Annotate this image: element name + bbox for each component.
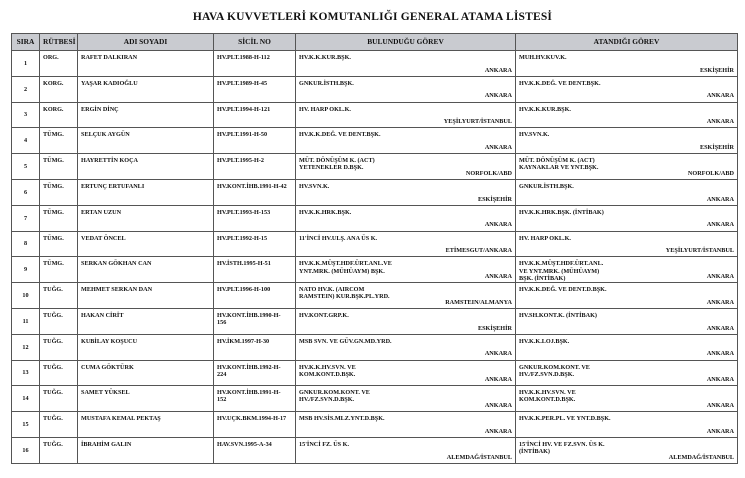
cell-sira: 16	[12, 437, 40, 463]
current-unit: HV.K.K.DEĞ. VE DENT.BŞK.	[299, 131, 381, 139]
cell-sira: 6	[12, 179, 40, 205]
current-unit: GNKUR.İSTH.BŞK.	[299, 79, 354, 87]
assigned-unit: HV. HARP OKL.K.	[519, 234, 571, 242]
cell-bulundugu	[296, 386, 516, 412]
current-unit: HV. HARP OKL.K.	[299, 105, 351, 113]
cell-sira: 14	[12, 386, 40, 412]
cell-ad: SELÇUK AYGÜN	[78, 128, 214, 154]
cell-bulundugu	[296, 283, 516, 309]
assigned-location: ANKARA	[706, 427, 734, 435]
cell-ad: CUMA GÖKTÜRK	[78, 360, 214, 386]
assigned-location: ANKARA	[706, 324, 734, 332]
cell-atandigi	[516, 231, 738, 257]
cell-bulundugu	[296, 334, 516, 360]
document-title: HAVA KUVVETLERİ KOMUTANLIĞI GENERAL ATAMA LİSTESİ	[192, 11, 553, 23]
header-atandigi: ATANDIĞI GÖREV	[516, 34, 738, 51]
assigned-unit: HV.SVN.K.	[519, 131, 550, 139]
cell-ad: İBRAHİM GALIN	[78, 437, 214, 463]
cell-sicil	[214, 386, 296, 412]
cell-sira: 8	[12, 231, 40, 257]
cell-sira: 9	[12, 257, 40, 283]
cell-sira: 10	[12, 283, 40, 309]
current-location: ANKARA	[484, 144, 512, 152]
header-rutbe: RÜTBESİ	[40, 34, 78, 51]
assignment-table	[11, 33, 738, 464]
assigned-location: NORFOLK/ABD	[687, 169, 734, 177]
current-location: ANKARA	[484, 402, 512, 410]
cell-sira: 12	[12, 334, 40, 360]
cell-rutbe: TÜMG.	[40, 257, 78, 283]
sicil-no: HV.PLT.1994-H-121	[217, 105, 271, 113]
table-row	[12, 283, 738, 309]
current-location: ANKARA	[484, 376, 512, 384]
table-row	[12, 308, 738, 334]
sicil-no: HV.PLT.1989-H-45	[217, 79, 268, 87]
cell-rutbe: TÜMG.	[40, 154, 78, 180]
current-location: ESKİŞEHİR	[477, 324, 512, 332]
cell-rutbe: TUĞG.	[40, 437, 78, 463]
cell-atandigi	[516, 412, 738, 438]
current-unit: HV.SVN.K.	[299, 182, 330, 190]
assigned-location: ANKARA	[706, 273, 734, 281]
sicil-no: HV.PLT.1992-H-15	[217, 234, 268, 242]
cell-bulundugu	[296, 437, 516, 463]
current-location: ANKARA	[484, 350, 512, 358]
cell-rutbe: TÜMG.	[40, 128, 78, 154]
cell-bulundugu	[296, 76, 516, 102]
current-unit: HV.K.K.MÜŞT.HDF.ÜRT.ANL.VE YNT.MRK. (MÜHÜAYM) BŞK.	[299, 260, 392, 275]
sicil-no: HV.KONT.İHB.1991-H-42	[217, 182, 287, 190]
sicil-no: HV.UÇK.BKM.1994-H-17	[217, 415, 287, 423]
current-unit: NATO HV.K. (AIRCOM RAMSTEIN) KUR.BŞK.PL.YRD.	[299, 286, 390, 301]
assigned-unit: HV.K.K.PER.PL. VE YNT.D.BŞK.	[519, 415, 611, 423]
current-location: ANKARA	[484, 92, 512, 100]
cell-rutbe: ORG.	[40, 51, 78, 77]
cell-sicil	[214, 231, 296, 257]
cell-rutbe: TUĞG.	[40, 386, 78, 412]
assigned-unit: HV.K.K.MÜŞT.HDF.ÜRT.ANL. VE YNT.MRK. (MÜHÜAYM) BŞK. (İNTİBAK)	[519, 260, 604, 282]
current-unit: HV.K.K.HRK.BŞK.	[299, 208, 352, 216]
assigned-location: ESKİŞEHİR	[699, 66, 734, 74]
cell-rutbe: TUĞG.	[40, 412, 78, 438]
table-row	[12, 257, 738, 283]
cell-ad: HAKAN CİRİT	[78, 308, 214, 334]
assigned-unit: HV.K.K.HV.SVN. VE KOM.KONT.D.BŞK.	[519, 389, 576, 404]
cell-ad: ERTUNÇ ERTUFANLI	[78, 179, 214, 205]
current-location: ESKİŞEHİR	[477, 195, 512, 203]
cell-atandigi	[516, 360, 738, 386]
cell-bulundugu	[296, 102, 516, 128]
current-unit: MSB SVN. VE GÜV.GN.MD.YRD.	[299, 337, 392, 345]
current-location: ETİMESGUT/ANKARA	[445, 247, 512, 255]
cell-sicil	[214, 257, 296, 283]
cell-sira: 11	[12, 308, 40, 334]
current-location: YEŞİLYURT/İSTANBUL	[443, 118, 512, 126]
cell-bulundugu	[296, 308, 516, 334]
assigned-location: YEŞİLYURT/İSTANBUL	[665, 247, 734, 255]
cell-rutbe: KORG.	[40, 102, 78, 128]
sicil-no: HV.KONT.İHB.1992-H- 224	[217, 363, 281, 378]
cell-ad: KUBİLAY KOŞUCU	[78, 334, 214, 360]
cell-sira: 2	[12, 76, 40, 102]
cell-rutbe: TUĞG.	[40, 308, 78, 334]
cell-sira: 15	[12, 412, 40, 438]
cell-atandigi	[516, 437, 738, 463]
cell-atandigi	[516, 154, 738, 180]
cell-ad: ERGİN DİNÇ	[78, 102, 214, 128]
cell-bulundugu	[296, 412, 516, 438]
sicil-no: HV.PLT.1993-H-153	[217, 208, 271, 216]
table-row	[12, 154, 738, 180]
header-sira: SIRA	[12, 34, 40, 51]
cell-atandigi	[516, 205, 738, 231]
cell-sira: 3	[12, 102, 40, 128]
current-unit: MÜT. DÖNÜŞÜM K. (ACT) YETENEKLER D.BŞK.	[299, 157, 375, 172]
cell-ad: SERKAN GÖKHAN CAN	[78, 257, 214, 283]
cell-bulundugu	[296, 128, 516, 154]
assigned-location: ANKARA	[706, 92, 734, 100]
cell-ad: MUSTAFA KEMAL PEKTAŞ	[78, 412, 214, 438]
cell-atandigi	[516, 386, 738, 412]
cell-sicil	[214, 360, 296, 386]
table-row	[12, 386, 738, 412]
cell-sicil	[214, 308, 296, 334]
current-location: ANKARA	[484, 427, 512, 435]
assigned-location: ANKARA	[706, 195, 734, 203]
cell-ad: RAFET DALKIRAN	[78, 51, 214, 77]
assigned-unit: GNKUR.İSTH.BŞK.	[519, 182, 574, 190]
current-unit: GNKUR.KOM.KONT. VE HV./FZ.SVN.D.BŞK.	[299, 389, 370, 404]
assigned-unit: HV.SH.KONT.K. (İNTİBAK)	[519, 311, 597, 319]
sicil-no: HV.KONT.İHB.1991-H- 152	[217, 389, 281, 404]
cell-rutbe: TUĞG.	[40, 334, 78, 360]
table-row	[12, 128, 738, 154]
current-location: ALEMDAĞ/İSTANBUL	[446, 453, 512, 461]
assigned-unit: GNKUR.KOM.KONT. VE HV./FZ.SVN.D.BŞK.	[519, 363, 590, 378]
cell-bulundugu	[296, 179, 516, 205]
cell-atandigi	[516, 308, 738, 334]
current-unit: 15'İNCİ FZ. ÜS K.	[299, 440, 350, 448]
cell-ad: VEDAT ÖNCEL	[78, 231, 214, 257]
cell-bulundugu	[296, 257, 516, 283]
cell-sira: 1	[12, 51, 40, 77]
current-location: RAMSTEIN/ALMANYA	[445, 298, 512, 306]
current-unit: MSB HV.SİS.MLZ.YNT.D.BŞK.	[299, 415, 385, 423]
cell-bulundugu	[296, 360, 516, 386]
current-unit: 11'İNCİ HV.ULŞ. ANA ÜS K.	[299, 234, 378, 242]
assigned-unit: MÜT. DÖNÜŞÜM K. (ACT) KAYNAKLAR VE YNT.BŞK.	[519, 157, 599, 172]
cell-atandigi	[516, 76, 738, 102]
assigned-location: ESKİŞEHİR	[699, 144, 734, 152]
assigned-location: ANKARA	[706, 118, 734, 126]
cell-bulundugu	[296, 154, 516, 180]
table-row	[12, 51, 738, 77]
cell-atandigi	[516, 179, 738, 205]
cell-sicil	[214, 102, 296, 128]
current-unit: HV.KONT.GRP.K.	[299, 311, 349, 319]
current-unit: HV.K.K.KUR.BŞK.	[299, 54, 351, 61]
cell-sicil	[214, 283, 296, 309]
assigned-unit: HV.K.K.DEĞ. VE DENT.BŞK.	[519, 79, 601, 87]
cell-sicil	[214, 154, 296, 180]
table-row	[12, 76, 738, 102]
cell-atandigi	[516, 334, 738, 360]
sicil-no: HV.PLT.1995-H-2	[217, 157, 264, 165]
cell-sicil	[214, 412, 296, 438]
assigned-unit: 15'İNCİ HV. VE FZ.SVN. ÜS K. (İNTİBAK)	[519, 440, 605, 456]
cell-ad: MEHMET SERKAN DAN	[78, 283, 214, 309]
assigned-unit: HV.K.K.KUR.BŞK.	[519, 105, 571, 113]
sicil-no: HV.PLT.1988-H-112	[217, 54, 270, 61]
cell-bulundugu	[296, 51, 516, 77]
cell-rutbe: TÜMG.	[40, 205, 78, 231]
cell-rutbe: TÜMG.	[40, 231, 78, 257]
header-ad: ADI SOYADI	[78, 34, 214, 51]
sicil-no: HV.İSTH.1995-H-51	[217, 260, 271, 268]
cell-rutbe: TUĞG.	[40, 283, 78, 309]
assigned-location: ANKARA	[706, 221, 734, 229]
current-location: ANKARA	[484, 273, 512, 281]
cell-atandigi	[516, 102, 738, 128]
table-row	[12, 179, 738, 205]
cell-ad: HAYRETTİN KOÇA	[78, 154, 214, 180]
cell-rutbe: TÜMG.	[40, 179, 78, 205]
sicil-no: HV.PLT.1996-H-100	[217, 286, 271, 294]
cell-sicil	[214, 437, 296, 463]
cell-sicil	[214, 179, 296, 205]
header-sicil: SİCİL NO	[214, 34, 296, 51]
cell-atandigi	[516, 51, 738, 77]
current-location: ANKARA	[484, 66, 512, 74]
current-unit: HV.K.K.HV.SVN. VE KOM.KONT.D.BŞK.	[299, 363, 356, 378]
assigned-location: ANKARA	[706, 402, 734, 410]
sicil-no: HAV.SVN.1995-A-34	[217, 440, 272, 448]
cell-sicil	[214, 205, 296, 231]
assigned-unit: HV.K.K.HRK.BŞK. (İNTİBAK)	[519, 208, 604, 216]
cell-ad: YAŞAR KADIOĞLU	[78, 76, 214, 102]
assigned-location: ALEMDAĞ/İSTANBUL	[668, 453, 734, 461]
cell-sicil	[214, 76, 296, 102]
assigned-location: ANKARA	[706, 298, 734, 306]
table-row	[12, 360, 738, 386]
assigned-unit: HV.K.K.DEĞ. VE DENT.D.BŞK.	[519, 286, 607, 294]
header-bulundugu: BULUNDUĞU GÖREV	[296, 34, 516, 51]
table-row	[12, 205, 738, 231]
cell-atandigi	[516, 283, 738, 309]
current-location: ANKARA	[484, 221, 512, 229]
cell-sicil	[214, 334, 296, 360]
cell-bulundugu	[296, 231, 516, 257]
assigned-unit: HV.K.K.LOJ.BŞK.	[519, 337, 570, 345]
cell-sira: 13	[12, 360, 40, 386]
table-row	[12, 437, 738, 463]
table-header-row	[12, 34, 738, 51]
table-row	[12, 412, 738, 438]
sicil-no: HV.PLT.1991-H-50	[217, 131, 268, 139]
cell-ad: ERTAN UZUN	[78, 205, 214, 231]
cell-ad: SAMET YÜKSEL	[78, 386, 214, 412]
table-row	[12, 102, 738, 128]
assigned-location: ANKARA	[706, 350, 734, 358]
cell-sira: 7	[12, 205, 40, 231]
assigned-location: ANKARA	[706, 376, 734, 384]
cell-atandigi	[516, 128, 738, 154]
sicil-no: HV.KONT.İHB.1990-H- 156	[217, 311, 281, 327]
cell-sicil	[214, 128, 296, 154]
cell-sira: 5	[12, 154, 40, 180]
table-row	[12, 334, 738, 360]
cell-bulundugu	[296, 205, 516, 231]
cell-rutbe: TUĞG.	[40, 360, 78, 386]
cell-rutbe: KORG.	[40, 76, 78, 102]
assigned-unit: MUH.HV.KUV.K.	[519, 54, 567, 61]
table-row	[12, 231, 738, 257]
cell-atandigi	[516, 257, 738, 283]
sicil-no: HV.İKM.1997-H-30	[217, 337, 270, 345]
cell-sira: 4	[12, 128, 40, 154]
current-location: NORFOLK/ABD	[465, 169, 512, 177]
cell-sicil	[214, 51, 296, 77]
